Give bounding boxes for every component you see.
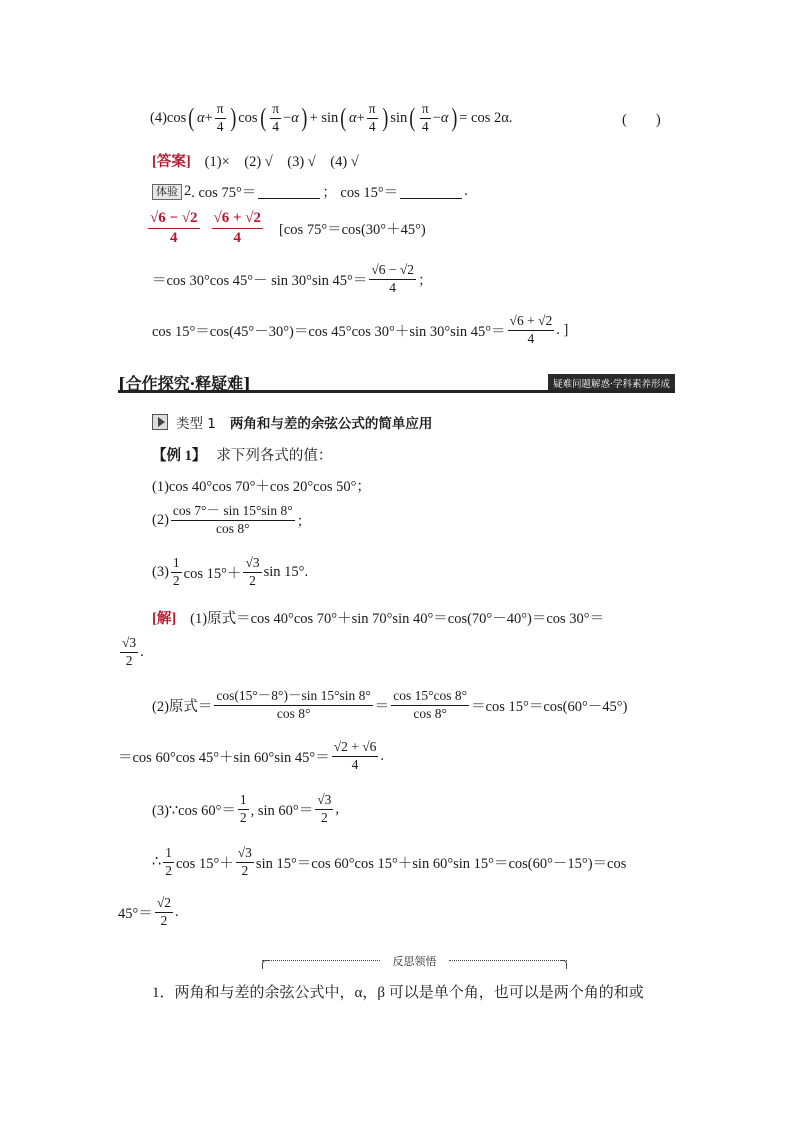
example-label: 【例 1】 (152, 448, 207, 464)
q4-line: (4) cos ( α + $\frac{\pi}{4}$ ) cos ( $\frac{\pi}{4}$ − α ) + sin ( α + $\frac{\pi}{4}$ ) sin ( $\frac{\pi}{4}$ − α ) = cos 2α. (150, 101, 513, 134)
solution-line1: [解] (1)原式＝cos 40°cos 70°＋sin 70°sin 40°＝cos(70°－40°)＝cos 30°＝ (152, 607, 604, 628)
solution-line3: (3)∵cos 60°＝ $\frac{1}{2}$ , sin 60°＝ $\frac{√3}{2}$ , (152, 792, 340, 825)
answer-label: [答案] (152, 154, 191, 170)
reflect-divider (262, 953, 567, 969)
pi-over-4-fraction: $\frac{\pi}{4}$ (421, 101, 429, 134)
section-tag: 疑难问题解惑·学科素养形成 (548, 374, 675, 392)
section-heading (118, 371, 675, 393)
solution-label: [解] (152, 611, 177, 627)
solution-line3b: ∴ $\frac{1}{2}$ cos 15°＋ $\frac{√3}{2}$ sin 15°＝cos 60°cos 15°＋sin 60°sin 15°＝cos(60°－15°)＝cos (152, 845, 627, 878)
blank-cos15 (400, 184, 462, 199)
section-title: [合作探究·释疑难] (118, 374, 251, 393)
reflect-item1: 1．两角和与差的余弦公式中，α，β 可以是单个角，也可以是两个角的和或 (152, 985, 644, 1001)
answer2-fraction: $\frac{√6 + √2}{4}$ (213, 210, 262, 246)
answer-text: (1)× (2) √ (3) √ (4) √ (204, 154, 359, 170)
type1-line: 类型 1 两角和与差的余弦公式的简单应用 (152, 412, 432, 432)
play-triangle-icon (152, 414, 168, 430)
solution-line2b: ＝cos 60°cos 45°＋sin 60°sin 45°＝ $\frac{√2 + √6}{4}$ . (118, 739, 385, 772)
sol2-answers-line: $\frac{√6 - √2}{4}$ $\frac{√6 + √2}{4}$ [cos 75°＝cos(30°＋45°) (150, 210, 426, 246)
answer1-fraction: $\frac{√6 - √2}{4}$ (150, 210, 198, 246)
tiyan-badge: 体验 (152, 184, 182, 200)
example-part1: (1)cos 40°cos 70°＋cos 20°cos 50°； (152, 479, 371, 495)
pi-over-4-fraction: $\frac{\pi}{4}$ (272, 101, 280, 134)
blank-cos75 (258, 184, 320, 199)
example-part3: (3) $\frac{1}{2}$ cos 15°＋ $\frac{√3}{2}$ sin 15°. (152, 555, 309, 588)
pi-over-4-fraction: $\frac{\pi}{4}$ (368, 101, 376, 134)
solution-line1-cont: $\frac{√3}{2}$ . (122, 635, 144, 668)
answer-line (152, 150, 359, 171)
tiyan2-line: 体验 2 . cos 75°＝ ； cos 15°＝ . (152, 181, 468, 202)
pi-over-4-fraction: $\frac{\pi}{4}$ (216, 101, 224, 134)
example-part2: (2) $\frac{\cos 7^\circ- \sin 15^\circ\sin 8^\circ}{\cos 8^\circ}$ ； (152, 503, 312, 536)
example-line: 【例 1】 求下列各式的值： (152, 444, 332, 465)
sol2-line2: ＝cos 30°cos 45°－ sin 30°sin 45°＝ $\frac{√6 - √2}{4}$ ； (152, 262, 433, 295)
solution-line3c: 45°＝ $\frac{√2}{2}$ . (118, 895, 179, 928)
reflect-title: 反思领悟 (392, 955, 437, 968)
section-rule (118, 390, 675, 393)
solution-line2: (2)原式＝ $\frac{\cos(15^\circ-8^\circ)-\sin 15^\circ\sin 8^\circ}{\cos 8^\circ}$ ＝ $\frac{\cos 15^\circ\cos 8^\circ}{\cos 8^\circ}$ ＝cos 15°＝cos(60°－45°) (152, 688, 628, 721)
answer-paren-blank: ( ) (622, 112, 661, 128)
sol2-line3: cos 15°＝cos(45°－30°)＝cos 45°cos 30°＋sin 30°sin 45°＝ $\frac{√6 + √2}{4}$ . ] (152, 313, 569, 346)
